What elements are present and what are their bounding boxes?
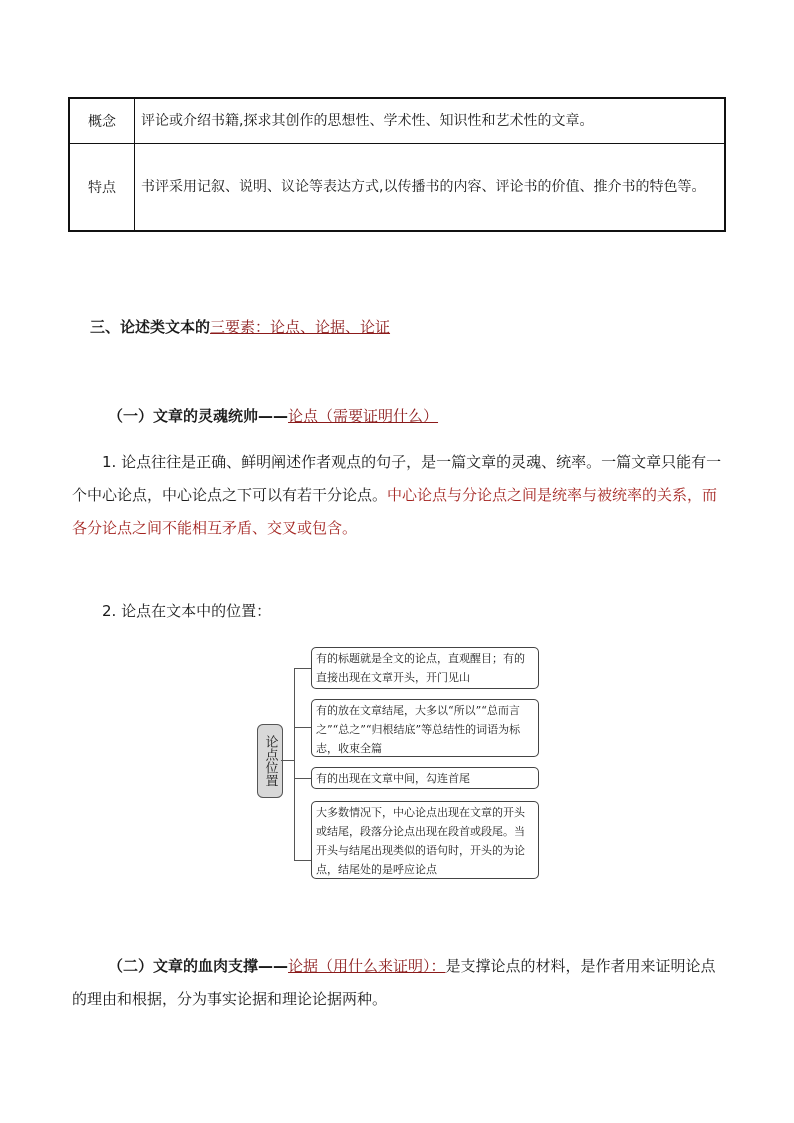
- section-heading-prefix: 三、论述类文本的: [90, 318, 211, 336]
- subsection-2-rest: 是支撑论点的材料，是作者用来证明论点的理由和根据，分为事实论据和理论论据两种。: [72, 957, 716, 1008]
- connector: [294, 860, 311, 861]
- subsection-2-prefix: （二）文章的血肉支撑——: [108, 957, 289, 975]
- table-term: 概念: [69, 98, 135, 144]
- diagram-node: 有的出现在文章中间，勾连首尾: [311, 767, 539, 789]
- connector: [294, 778, 311, 779]
- connector: [294, 668, 295, 860]
- table-term: 特点: [69, 144, 135, 232]
- diagram-node: 有的标题就是全文的论点，直观醒目；有的直接出现在文章开头，开门见山: [311, 647, 539, 689]
- definition-table: [68, 97, 726, 232]
- table-row: [69, 144, 725, 232]
- subsection-highlight: 论点（需要证明什么）: [288, 407, 439, 425]
- subsection-heading-1: [108, 405, 438, 426]
- connector: [294, 668, 311, 669]
- connector: [294, 727, 311, 728]
- subsection-2-highlight: 论据（用什么来证明）：: [288, 957, 446, 975]
- table-desc: 书评采用记叙、说明、议论等表达方式,以传播书的内容、评论书的价值、推介书的特色等。: [135, 144, 726, 232]
- subsection-2-paragraph: [72, 950, 724, 1016]
- point-1-text: 1. 论点往往是正确、鲜明阐述作者观点的句子，是一篇文章的灵魂、统率。一篇文章只能有一个中心论点，中心论点之下可以有若干分论点。: [72, 453, 722, 504]
- diagram-node: 有的放在文章结尾，大多以“所以”“总而言之”“总之”“归根结底”等总结性的词语为标志，收束全篇: [311, 699, 539, 757]
- point-1-paragraph: [72, 446, 724, 545]
- section-heading-highlight: 三要素：论点、论据、论证: [210, 318, 391, 336]
- point-1-red-text: 中心论点与分论点之间是统率与被统率的关系，而各分论点之间不能相互矛盾、交叉或包含。: [72, 486, 718, 537]
- subsection-prefix: （一）文章的灵魂统帅——: [108, 407, 289, 425]
- table-desc: 评论或介绍书籍,探求其创作的思想性、学术性、知识性和艺术性的文章。: [135, 98, 726, 144]
- connector: [281, 760, 294, 761]
- diagram-center: 论点位置: [257, 724, 283, 798]
- point-2-heading: 2. 论点在文本中的位置：: [102, 602, 272, 620]
- diagram-node: 大多数情况下，中心论点出现在文章的开头或结尾，段落分论点出现在段首或段尾。当开头与结尾出现类似的语句时，开头的为论点，结尾处的是呼应论点: [311, 801, 539, 879]
- section-heading: [90, 316, 390, 337]
- table-row: [69, 98, 725, 144]
